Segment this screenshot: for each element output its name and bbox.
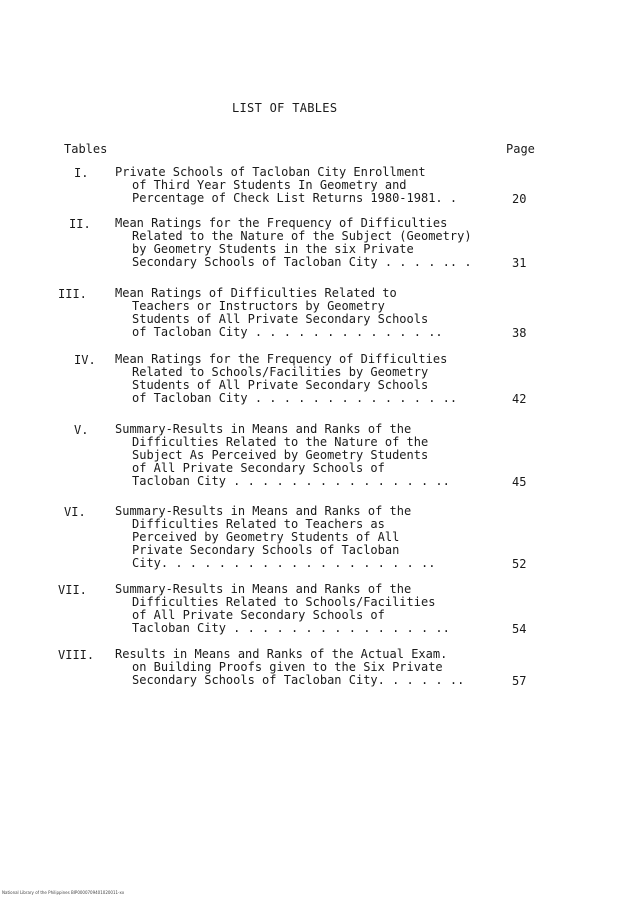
table-title-line: Related to the Nature of the Subject (Geometry) — [132, 229, 472, 243]
table-title-line: Difficulties Related to the Nature of the — [132, 435, 429, 449]
page-title: LIST OF TABLES — [232, 101, 338, 115]
table-title-line: Summary-Results in Means and Ranks of the — [115, 422, 412, 436]
page-number: 52 — [512, 557, 527, 571]
page-number: 54 — [512, 622, 527, 636]
tables-column-header: Tables — [64, 142, 108, 156]
table-title-line: of Tacloban City . . . . . . . . . . . . .. — [132, 325, 443, 339]
table-title-line: Results in Means and Ranks of the Actual Exam. — [115, 647, 448, 661]
table-title-line: City. . . . . . . . . . . . . . . . . . .. — [132, 556, 436, 570]
page-number: 20 — [512, 192, 527, 206]
table-title-line: of All Private Secondary Schools of — [132, 608, 385, 622]
page-number: 57 — [512, 674, 527, 688]
table-number: II. — [69, 217, 91, 231]
table-title-line: of Tacloban City . . . . . . . . . . . . . .. — [132, 391, 458, 405]
table-title-line: Private Secondary Schools of Tacloban — [132, 543, 400, 557]
table-number: VIII. — [58, 648, 95, 662]
table-title-line: Secondary Schools of Tacloban City . . . . .. . — [132, 255, 472, 269]
table-title-line: Percentage of Check List Returns 1980-1981. . — [132, 191, 458, 205]
page-number: 38 — [512, 326, 527, 340]
table-title-line: Perceived by Geometry Students of All — [132, 530, 400, 544]
table-title-line: Subject As Perceived by Geometry Students — [132, 448, 429, 462]
table-title-line: Mean Ratings of Difficulties Related to — [115, 286, 397, 300]
table-title-line: of Third Year Students In Geometry and — [132, 178, 407, 192]
table-title-line: Mean Ratings for the Frequency of Difficulties — [115, 216, 448, 230]
scan-footer: National Library of the Philippines BIP0000709401020011-xx — [2, 890, 125, 895]
table-title-line: Students of All Private Secondary Schools — [132, 312, 429, 326]
table-title-line: on Building Proofs given to the Six Private — [132, 660, 443, 674]
table-title-line: Private Schools of Tacloban City Enrollment — [115, 165, 426, 179]
table-title-line: Secondary Schools of Tacloban City. . . . . .. — [132, 673, 465, 687]
table-title-line: Summary-Results in Means and Ranks of the — [115, 504, 412, 518]
table-title-line: Difficulties Related to Schools/Facilities — [132, 595, 436, 609]
page-number: 42 — [512, 392, 527, 406]
table-title-line: Students of All Private Secondary Schools — [132, 378, 429, 392]
table-number: VI. — [64, 505, 86, 519]
table-title-line: of All Private Secondary Schools of — [132, 461, 385, 475]
table-number: IV. — [74, 353, 96, 367]
table-title-line: by Geometry Students in the six Private — [132, 242, 414, 256]
table-title-line: Related to Schools/Facilities by Geometry — [132, 365, 429, 379]
page-column-header: Page — [506, 142, 535, 156]
page-number: 31 — [512, 256, 527, 270]
table-title-line: Tacloban City . . . . . . . . . . . . . . .. — [132, 474, 450, 488]
table-number: V. — [74, 423, 89, 437]
table-title-line: Mean Ratings for the Frequency of Difficulties — [115, 352, 448, 366]
table-number: VII. — [58, 583, 87, 597]
table-title-line: Summary-Results in Means and Ranks of the — [115, 582, 412, 596]
table-title-line: Tacloban City . . . . . . . . . . . . . . .. — [132, 621, 450, 635]
page-number: 45 — [512, 475, 527, 489]
table-number: III. — [58, 287, 87, 301]
table-number: I. — [74, 166, 89, 180]
table-title-line: Teachers or Instructors by Geometry — [132, 299, 385, 313]
table-title-line: Difficulties Related to Teachers as — [132, 517, 385, 531]
